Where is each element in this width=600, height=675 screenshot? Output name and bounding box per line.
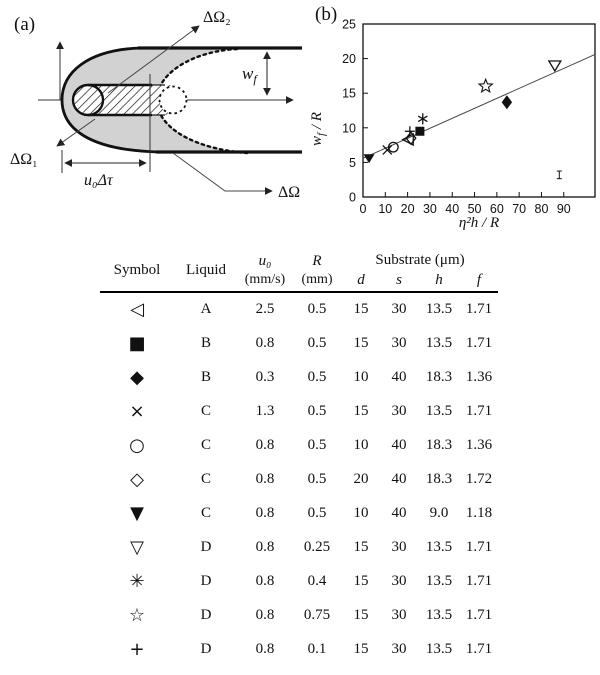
row-f: 1.71 [465, 607, 493, 623]
row-u0: 0.8 [255, 471, 275, 487]
row-liquid: D [200, 573, 212, 589]
x-tick-label: 60 [489, 202, 504, 216]
row-liquid: A [200, 301, 212, 317]
x-tick-label: 10 [378, 202, 393, 216]
panel-b-plot [305, 0, 600, 245]
row-s: 40 [391, 437, 407, 453]
row-h: 18.3 [425, 471, 453, 487]
row-s: 30 [391, 641, 407, 657]
row-liquid: C [200, 437, 211, 453]
row-symbol: ▼ [130, 503, 144, 524]
row-symbol: ○ [129, 435, 145, 456]
row-s: 40 [391, 471, 407, 487]
row-s: 40 [391, 505, 407, 521]
row-s: 30 [391, 301, 407, 317]
u0-symbol: u₀ [258, 252, 272, 269]
row-R: 0.75 [303, 607, 331, 623]
x-axis-label: η²h / R [458, 215, 500, 231]
table-row [100, 395, 498, 429]
row-f: 1.71 [465, 403, 493, 419]
row-u0: 0.8 [255, 335, 275, 351]
col-f: f [476, 271, 482, 288]
row-liquid: B [200, 369, 211, 385]
row-s: 30 [391, 607, 407, 623]
row-symbol: × [129, 401, 145, 422]
row-s: 30 [391, 403, 407, 419]
row-f: 1.71 [465, 301, 493, 317]
row-u0: 0.8 [255, 437, 275, 453]
row-d: 20 [353, 471, 369, 487]
row-f: 1.71 [465, 539, 493, 555]
row-R: 0.5 [307, 471, 327, 487]
row-d: 15 [353, 607, 369, 623]
y-axis-label: $w_f$ / R [309, 112, 328, 146]
row-d: 15 [353, 301, 369, 317]
row-f: 1.18 [465, 505, 493, 521]
row-liquid: B [200, 335, 211, 351]
table-row [100, 292, 498, 327]
row-R: 0.5 [307, 403, 327, 419]
y-tick-label: 15 [342, 86, 356, 101]
plot-area [342, 18, 595, 217]
table-row [100, 531, 498, 565]
row-h: 13.5 [425, 539, 453, 555]
omega-leader [173, 153, 272, 191]
table-row [100, 463, 498, 497]
cylinder-left-cap [73, 85, 103, 115]
row-liquid: D [200, 607, 212, 623]
table-row [100, 327, 498, 361]
marker-triangle-down-filled [364, 154, 375, 163]
row-h: 9.0 [429, 505, 449, 521]
row-f: 1.71 [465, 573, 493, 589]
panel-a-diagram [0, 0, 310, 240]
row-u0: 0.8 [255, 505, 275, 521]
x-tick-label: 40 [445, 202, 460, 216]
u0-unit: (mm/s) [244, 272, 286, 288]
marker-square [415, 127, 424, 136]
row-u0: 2.5 [255, 301, 275, 317]
x-tick-label: 0 [359, 202, 367, 216]
row-symbol: ◇ [130, 469, 144, 490]
row-f: 1.71 [465, 641, 493, 657]
row-d: 15 [353, 403, 369, 419]
marker-triangle-down-open [549, 61, 561, 71]
y-tick-label: 10 [342, 121, 356, 136]
symbol-table [100, 250, 498, 667]
row-h: 13.5 [425, 641, 453, 657]
row-symbol: ◆ [130, 367, 144, 388]
col-d: d [357, 271, 365, 288]
row-f: 1.72 [465, 471, 493, 487]
row-f: 1.71 [465, 335, 493, 351]
panel-b-tag: (b) [315, 4, 338, 25]
marker-diamond-filled [502, 95, 512, 109]
row-d: 15 [353, 573, 369, 589]
table-row [100, 361, 498, 395]
symbol-table-wrap [100, 250, 498, 667]
table-row [100, 497, 498, 531]
y-tick-label: 5 [349, 155, 356, 170]
omega1-label: ΔΩ₁ [10, 151, 38, 168]
row-R: 0.1 [307, 641, 327, 657]
fit-line [363, 54, 595, 158]
row-symbol: ▽ [130, 537, 144, 558]
row-d: 15 [353, 641, 369, 657]
x-tick-label: 50 [467, 202, 482, 216]
col-u0 [238, 250, 292, 292]
y-tick-label: 20 [342, 52, 356, 67]
omega2-label: ΔΩ₂ [203, 9, 231, 26]
row-R: 0.5 [307, 301, 327, 317]
row-h: 13.5 [425, 301, 453, 317]
row-symbol: ■ [128, 333, 146, 354]
R-symbol: R [312, 252, 322, 269]
row-d: 15 [353, 539, 369, 555]
row-liquid: D [200, 641, 212, 657]
row-u0: 1.3 [255, 403, 275, 419]
marker-star [479, 79, 492, 92]
row-R: 0.5 [307, 369, 327, 385]
col-s: s [396, 271, 402, 288]
R-unit: (mm) [301, 272, 333, 288]
row-symbol: ✳ [129, 571, 145, 592]
row-symbol: ◁ [130, 299, 144, 320]
row-s: 30 [391, 335, 407, 351]
x-tick-label: 90 [556, 202, 571, 216]
dotted-cap-circle [160, 87, 187, 114]
row-R: 0.5 [307, 437, 327, 453]
row-s: 40 [391, 369, 407, 385]
row-liquid: C [200, 403, 211, 419]
u0dt-label: u₀Δτ [84, 172, 113, 189]
x-tick-label: 30 [422, 202, 437, 216]
table-row [100, 599, 498, 633]
row-symbol: ☆ [128, 605, 146, 626]
row-h: 13.5 [425, 607, 453, 623]
row-R: 0.4 [307, 573, 327, 589]
row-d: 10 [353, 369, 369, 385]
y-tick-label: 0 [349, 190, 356, 205]
row-liquid: C [200, 505, 211, 521]
row-liquid: D [200, 539, 212, 555]
row-h: 13.5 [425, 573, 453, 589]
table-row [100, 565, 498, 599]
col-substrate: Substrate (μm) [375, 252, 465, 268]
col-R [292, 250, 342, 292]
row-u0: 0.8 [255, 573, 275, 589]
row-symbol: + [129, 639, 145, 660]
row-h: 13.5 [425, 403, 453, 419]
row-R: 0.5 [307, 505, 327, 521]
table-header [100, 250, 498, 292]
row-f: 1.36 [465, 437, 493, 453]
row-d: 10 [353, 505, 369, 521]
panel-a-tag: (a) [14, 14, 36, 35]
x-tick-label: 80 [534, 202, 549, 216]
row-R: 0.5 [307, 335, 327, 351]
row-u0: 0.8 [255, 641, 275, 657]
row-u0: 0.8 [255, 607, 275, 623]
y-tick-label: 25 [342, 17, 356, 32]
row-f: 1.36 [465, 369, 493, 385]
row-h: 13.5 [425, 335, 453, 351]
x-tick-label: 70 [512, 202, 527, 216]
row-R: 0.25 [303, 539, 331, 555]
col-symbol: Symbol [113, 261, 161, 278]
col-h: h [435, 271, 443, 288]
row-d: 10 [353, 437, 369, 453]
row-u0: 0.8 [255, 539, 275, 555]
row-d: 15 [353, 335, 369, 351]
table-row [100, 633, 498, 667]
col-liquid: Liquid [186, 261, 226, 278]
table-row [100, 429, 498, 463]
x-tick-label: 20 [400, 202, 415, 216]
row-s: 30 [391, 573, 407, 589]
row-h: 18.3 [425, 369, 453, 385]
row-liquid: C [200, 471, 211, 487]
wf-label: $w_f$ [242, 64, 257, 86]
row-h: 18.3 [425, 437, 453, 453]
row-u0: 0.3 [255, 369, 275, 385]
row-s: 30 [391, 539, 407, 555]
omega-label: ΔΩ [278, 184, 301, 201]
